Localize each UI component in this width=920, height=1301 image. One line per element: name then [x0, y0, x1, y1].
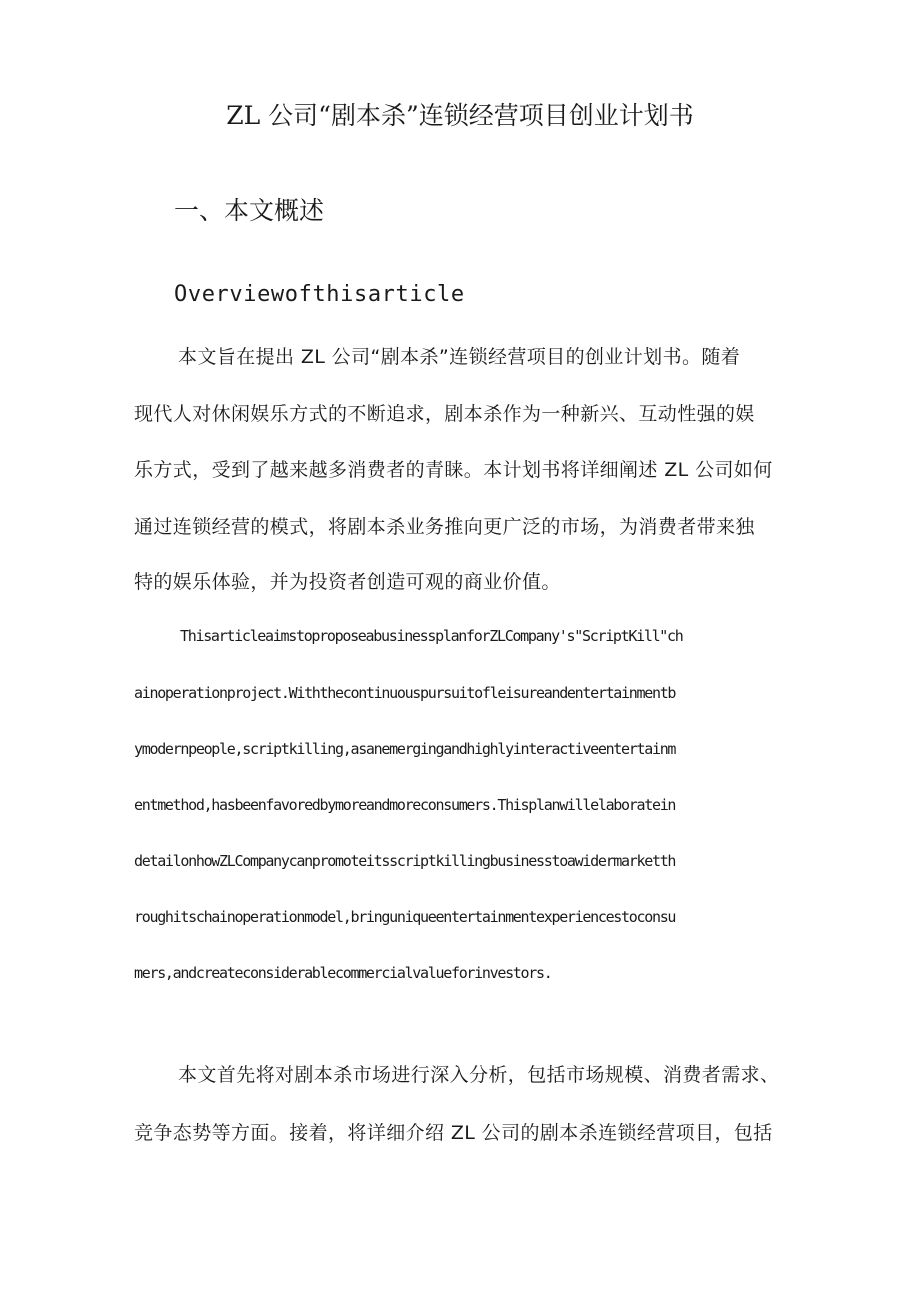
paragraph-zh-1-line: 现代人对休闲娱乐方式的不断追求，剧本杀作为一种新兴、互动性强的娱: [134, 403, 755, 425]
section-heading: 一、本文概述: [174, 196, 325, 225]
paragraph-zh-1-line: 乐方式，受到了越来越多消费者的青睐。本计划书将详细阐述 ZL 公司如何: [134, 459, 773, 481]
paragraph-zh-1-line: 本文旨在提出 ZL 公司“剧本杀”连锁经营项目的创业计划书。随着: [178, 346, 741, 368]
section-subheading: Overviewofthisarticle: [174, 282, 465, 307]
paragraph-zh-1-line: 特的娱乐体验，并为投资者创造可观的商业价值。: [134, 571, 561, 593]
paragraph-en-line: ymodernpeople,scriptkilling,asanemergingandhighlyinteractiveentertainm: [134, 740, 676, 758]
paragraph-en-line: entmethod,hasbeenfavoredbymoreandmoreconsumers.Thisplanwillelaboratein: [134, 796, 676, 814]
document-title: ZL 公司“剧本杀”连锁经营项目创业计划书: [226, 101, 694, 130]
paragraph-en-line: ainoperationproject.Withthecontinuouspursuitofleisureandentertainmentb: [134, 684, 676, 702]
paragraph-en-line: mers,andcreateconsiderablecommercialvalueforinvestors.: [134, 964, 552, 982]
paragraph-en-line: roughitschainoperationmodel,bringuniqueentertainmentexperiencestoconsu: [134, 908, 676, 926]
paragraph-en-line: ThisarticleaimstoproposeabusinessplanforZLCompany's"ScriptKill"ch: [180, 627, 683, 645]
paragraph-zh-1-line: 通过连锁经营的模式，将剧本杀业务推向更广泛的市场，为消费者带来独: [134, 516, 755, 538]
paragraph-zh-2-line: 本文首先将对剧本杀市场进行深入分析，包括市场规模、消费者需求、: [178, 1064, 780, 1086]
paragraph-zh-2-line: 竞争态势等方面。接着，将详细介绍 ZL 公司的剧本杀连锁经营项目，包括: [134, 1122, 773, 1144]
paragraph-en-line: detailonhowZLCompanycanpromoteitsscriptkillingbusinesstoawidermarketth: [134, 852, 676, 870]
